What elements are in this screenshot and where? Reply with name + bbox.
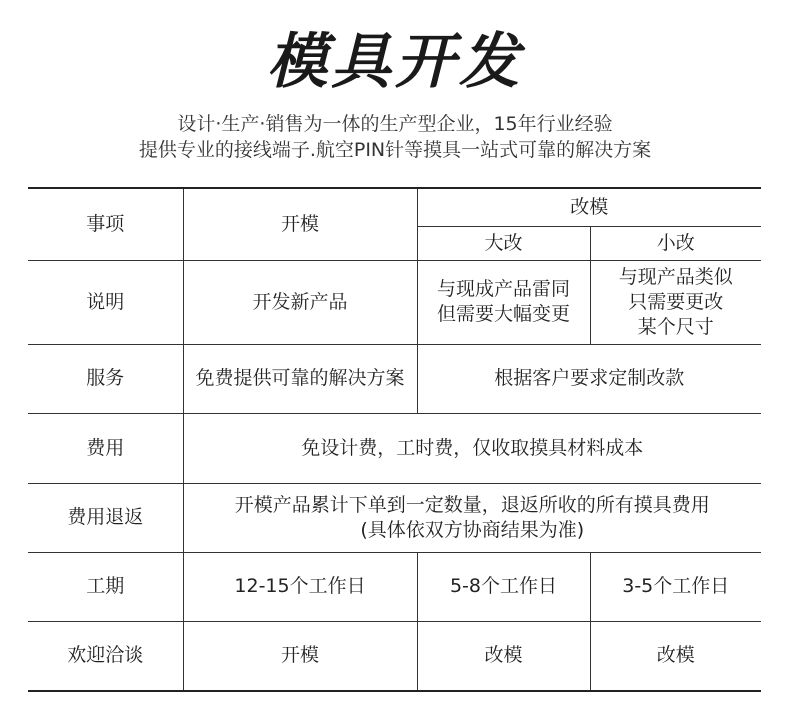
- cost-value: 免设计费，工时费，仅收取摸具材料成本: [183, 413, 761, 483]
- header-modify-mold: 改模: [417, 188, 761, 226]
- table-row-period: [28, 552, 761, 621]
- service-open-mold: 免费提供可靠的解决方案: [183, 344, 417, 413]
- row-label-description: 说明: [28, 260, 183, 344]
- subtitle-line-1: 设计·生产·销售为一体的生产型企业，15年行业经验: [177, 113, 613, 135]
- table-row-contact: [28, 621, 761, 691]
- refund-value: [183, 483, 761, 552]
- refund-line-1: 开模产品累计下单到一定数量，退返所收的所有摸具费用: [234, 493, 710, 516]
- header-open-mold: 开模: [183, 188, 417, 260]
- table-header-row: [28, 188, 761, 226]
- desc-open-mold: 开发新产品: [183, 260, 417, 344]
- page-title: 模具开发: [267, 27, 523, 97]
- row-label-refund: 费用退返: [28, 483, 183, 552]
- desc-major-line-1: 与现成产品雷同: [436, 278, 570, 300]
- header-major-change: 大改: [417, 226, 590, 260]
- table-row-description: [28, 260, 761, 344]
- contact-major-change: 改模: [417, 621, 590, 691]
- header-item: 事项: [28, 188, 183, 260]
- desc-minor-line-3: 某个尺寸: [637, 315, 714, 338]
- table-row-service: [28, 344, 761, 413]
- mold-development-table: [28, 187, 761, 692]
- contact-open-mold: 开模: [183, 621, 417, 691]
- row-label-cost: 费用: [28, 413, 183, 483]
- desc-minor-line-2: 只需要更改: [628, 290, 724, 313]
- desc-minor-line-1: 与现产品类似: [618, 265, 733, 288]
- header-minor-change: 小改: [590, 226, 761, 260]
- service-modify-mold: 根据客户要求定制改款: [417, 344, 761, 413]
- subtitle-line-2: 提供专业的接线端子.航空PIN针等摸具一站式可靠的解决方案: [138, 139, 652, 161]
- period-minor-change: 3-5个工作日: [590, 552, 761, 621]
- period-open-mold: 12-15个工作日: [183, 552, 417, 621]
- table-row-refund: [28, 483, 761, 552]
- desc-major-change: [417, 260, 590, 344]
- refund-line-2: (具体依双方协商结果为准): [360, 518, 585, 541]
- row-label-contact: 欢迎洽谈: [28, 621, 183, 691]
- row-label-service: 服务: [28, 344, 183, 413]
- table-row-cost: [28, 413, 761, 483]
- row-label-period: 工期: [28, 552, 183, 621]
- contact-minor-change: 改模: [590, 621, 761, 691]
- desc-major-line-2: 但需要大幅变更: [436, 303, 570, 325]
- period-major-change: 5-8个工作日: [417, 552, 590, 621]
- desc-minor-change: [590, 260, 761, 344]
